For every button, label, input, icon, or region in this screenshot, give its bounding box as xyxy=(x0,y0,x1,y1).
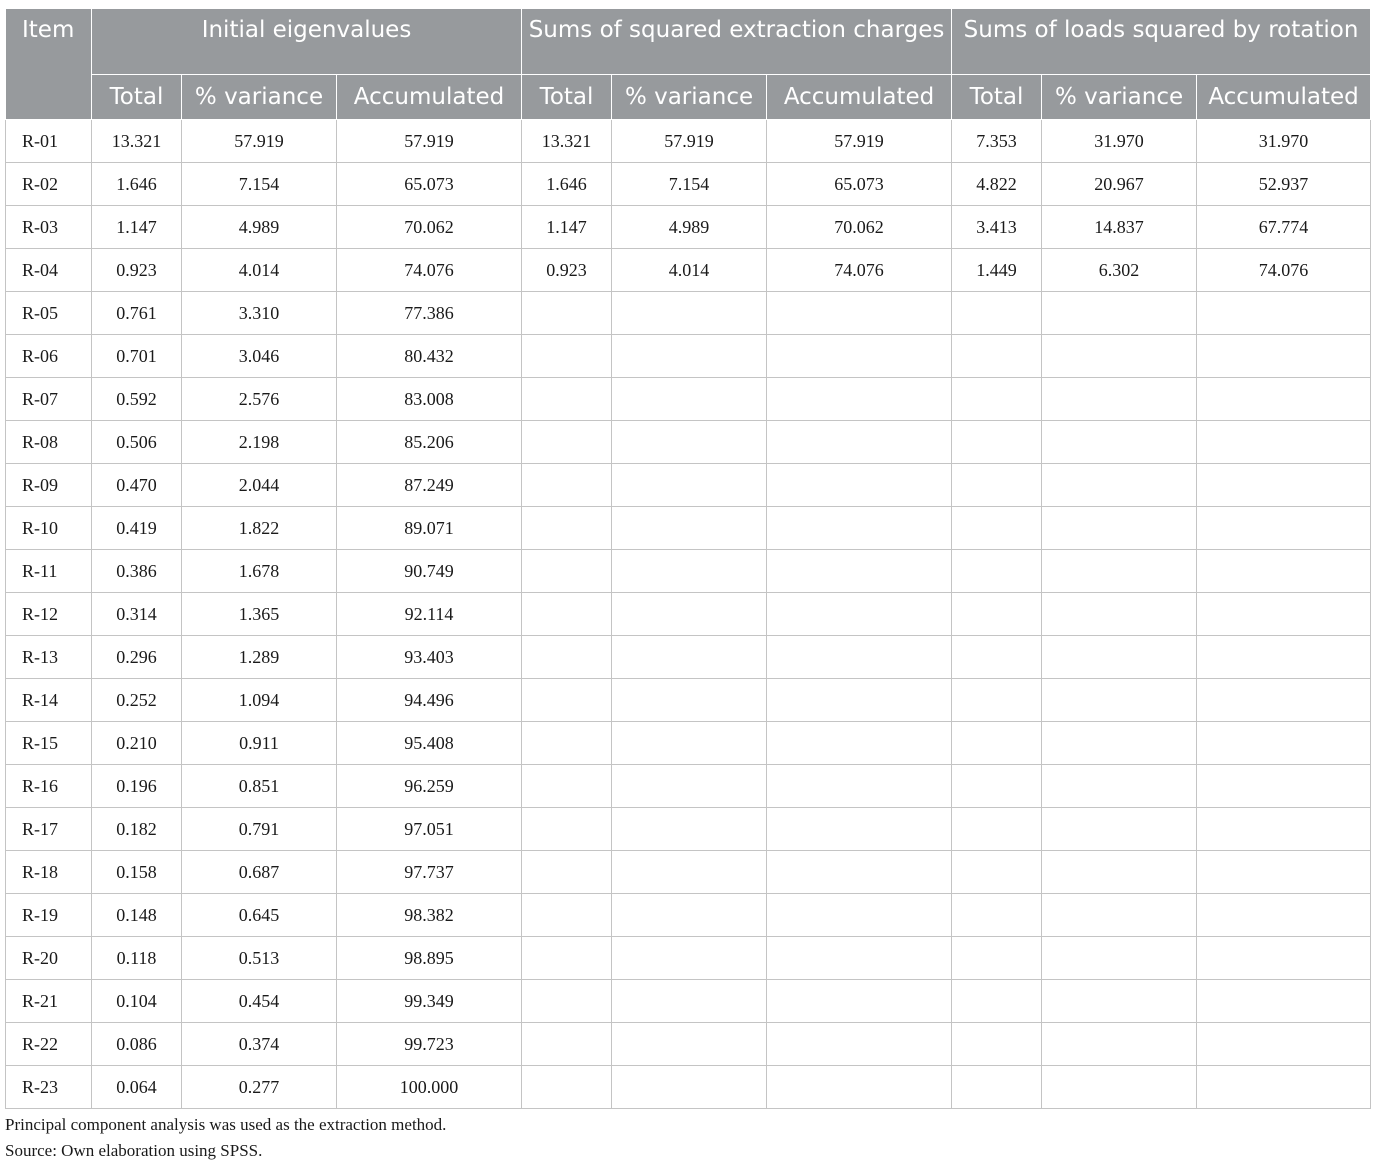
item-cell: R-07 xyxy=(6,378,92,421)
table-row xyxy=(6,249,1371,292)
value-cell xyxy=(1042,378,1197,421)
item-cell: R-10 xyxy=(6,507,92,550)
item-cell: R-06 xyxy=(6,335,92,378)
value-cell xyxy=(522,507,612,550)
value-cell: 1.822 xyxy=(182,507,337,550)
value-cell: 14.837 xyxy=(1042,206,1197,249)
value-cell: 0.761 xyxy=(92,292,182,335)
value-cell xyxy=(522,464,612,507)
value-cell xyxy=(612,765,767,808)
item-cell: R-22 xyxy=(6,1023,92,1066)
value-cell xyxy=(767,593,952,636)
value-cell: 77.386 xyxy=(337,292,522,335)
table-row xyxy=(6,808,1371,851)
value-cell xyxy=(1197,335,1371,378)
value-cell: 4.014 xyxy=(182,249,337,292)
value-cell: 93.403 xyxy=(337,636,522,679)
value-cell xyxy=(522,894,612,937)
value-cell xyxy=(952,378,1042,421)
value-cell xyxy=(767,378,952,421)
value-cell: 83.008 xyxy=(337,378,522,421)
value-cell: 0.104 xyxy=(92,980,182,1023)
value-cell: 0.419 xyxy=(92,507,182,550)
value-cell xyxy=(952,550,1042,593)
value-cell: 1.289 xyxy=(182,636,337,679)
value-cell: 85.206 xyxy=(337,421,522,464)
table-row xyxy=(6,421,1371,464)
item-cell: R-11 xyxy=(6,550,92,593)
value-cell: 98.895 xyxy=(337,937,522,980)
value-cell xyxy=(522,292,612,335)
value-cell xyxy=(952,593,1042,636)
value-cell: 31.970 xyxy=(1042,120,1197,163)
value-cell: 3.413 xyxy=(952,206,1042,249)
value-cell xyxy=(1197,894,1371,937)
value-cell: 1.449 xyxy=(952,249,1042,292)
value-cell: 2.198 xyxy=(182,421,337,464)
value-cell xyxy=(1197,593,1371,636)
value-cell xyxy=(1042,722,1197,765)
value-cell: 0.513 xyxy=(182,937,337,980)
subheader-variance: % variance xyxy=(182,75,337,120)
value-cell xyxy=(952,464,1042,507)
value-cell: 99.723 xyxy=(337,1023,522,1066)
value-cell xyxy=(1042,1066,1197,1109)
subheader-variance: % variance xyxy=(1042,75,1197,120)
value-cell: 94.496 xyxy=(337,679,522,722)
value-cell: 57.919 xyxy=(612,120,767,163)
value-cell: 0.118 xyxy=(92,937,182,980)
item-cell: R-09 xyxy=(6,464,92,507)
value-cell: 0.314 xyxy=(92,593,182,636)
footnote-source: Source: Own elaboration using SPSS. xyxy=(5,1141,263,1160)
value-cell xyxy=(952,421,1042,464)
value-cell: 13.321 xyxy=(522,120,612,163)
value-cell: 0.148 xyxy=(92,894,182,937)
value-cell xyxy=(522,851,612,894)
group-header-rotation: Sums of loads squared by rotation xyxy=(952,9,1371,75)
value-cell: 70.062 xyxy=(337,206,522,249)
value-cell xyxy=(767,636,952,679)
value-cell xyxy=(522,980,612,1023)
value-cell xyxy=(1197,851,1371,894)
value-cell xyxy=(952,765,1042,808)
value-cell xyxy=(612,679,767,722)
value-cell: 0.923 xyxy=(522,249,612,292)
value-cell xyxy=(767,550,952,593)
value-cell xyxy=(1197,808,1371,851)
item-cell: R-12 xyxy=(6,593,92,636)
value-cell xyxy=(767,851,952,894)
value-cell: 7.154 xyxy=(182,163,337,206)
footnote-method: Principal component analysis was used as the extraction method. xyxy=(5,1115,447,1134)
value-cell: 80.432 xyxy=(337,335,522,378)
table-row xyxy=(6,550,1371,593)
value-cell: 100.000 xyxy=(337,1066,522,1109)
value-cell xyxy=(612,636,767,679)
table-row xyxy=(6,163,1371,206)
value-cell xyxy=(767,980,952,1023)
value-cell: 0.506 xyxy=(92,421,182,464)
table-body xyxy=(6,120,1371,1109)
value-cell: 87.249 xyxy=(337,464,522,507)
value-cell xyxy=(952,808,1042,851)
subheader-total: Total xyxy=(92,75,182,120)
value-cell: 99.349 xyxy=(337,980,522,1023)
value-cell: 1.094 xyxy=(182,679,337,722)
value-cell: 0.923 xyxy=(92,249,182,292)
value-cell xyxy=(612,1023,767,1066)
value-cell xyxy=(767,1023,952,1066)
value-cell: 98.382 xyxy=(337,894,522,937)
value-cell: 2.576 xyxy=(182,378,337,421)
value-cell: 0.701 xyxy=(92,335,182,378)
value-cell xyxy=(522,593,612,636)
value-cell xyxy=(952,894,1042,937)
value-cell xyxy=(767,292,952,335)
value-cell xyxy=(522,679,612,722)
table-row xyxy=(6,292,1371,335)
value-cell xyxy=(612,1066,767,1109)
value-cell xyxy=(612,722,767,765)
value-cell xyxy=(1197,550,1371,593)
value-cell: 92.114 xyxy=(337,593,522,636)
value-cell xyxy=(522,722,612,765)
value-cell: 0.791 xyxy=(182,808,337,851)
value-cell xyxy=(522,937,612,980)
value-cell xyxy=(1197,765,1371,808)
value-cell: 4.014 xyxy=(612,249,767,292)
value-cell: 57.919 xyxy=(767,120,952,163)
value-cell xyxy=(1042,335,1197,378)
item-cell: R-18 xyxy=(6,851,92,894)
value-cell xyxy=(1197,980,1371,1023)
value-cell xyxy=(1197,636,1371,679)
value-cell: 13.321 xyxy=(92,120,182,163)
value-cell xyxy=(1042,765,1197,808)
value-cell xyxy=(1197,507,1371,550)
value-cell: 4.822 xyxy=(952,163,1042,206)
value-cell: 95.408 xyxy=(337,722,522,765)
subheader-total: Total xyxy=(952,75,1042,120)
value-cell xyxy=(767,335,952,378)
value-cell xyxy=(952,1066,1042,1109)
item-cell: R-02 xyxy=(6,163,92,206)
value-cell: 0.386 xyxy=(92,550,182,593)
value-cell: 52.937 xyxy=(1197,163,1371,206)
value-cell: 97.051 xyxy=(337,808,522,851)
table-row xyxy=(6,593,1371,636)
value-cell: 74.076 xyxy=(767,249,952,292)
table-row xyxy=(6,636,1371,679)
value-cell xyxy=(952,507,1042,550)
value-cell xyxy=(612,335,767,378)
value-cell xyxy=(522,335,612,378)
value-cell xyxy=(767,1066,952,1109)
value-cell xyxy=(522,808,612,851)
value-cell: 57.919 xyxy=(337,120,522,163)
value-cell xyxy=(952,335,1042,378)
value-cell xyxy=(1197,421,1371,464)
value-cell: 20.967 xyxy=(1042,163,1197,206)
value-cell xyxy=(1042,894,1197,937)
value-cell xyxy=(767,894,952,937)
value-cell xyxy=(612,550,767,593)
value-cell xyxy=(767,507,952,550)
value-cell xyxy=(767,765,952,808)
value-cell: 0.374 xyxy=(182,1023,337,1066)
value-cell: 0.277 xyxy=(182,1066,337,1109)
value-cell xyxy=(1042,937,1197,980)
value-cell xyxy=(1197,722,1371,765)
value-cell xyxy=(1197,679,1371,722)
value-cell: 0.158 xyxy=(92,851,182,894)
value-cell xyxy=(612,507,767,550)
value-cell xyxy=(767,937,952,980)
variance-table xyxy=(5,8,1371,1109)
value-cell: 0.911 xyxy=(182,722,337,765)
value-cell: 4.989 xyxy=(182,206,337,249)
value-cell xyxy=(612,421,767,464)
value-cell: 0.851 xyxy=(182,765,337,808)
table-row xyxy=(6,679,1371,722)
value-cell xyxy=(522,378,612,421)
value-cell xyxy=(522,421,612,464)
value-cell: 0.196 xyxy=(92,765,182,808)
value-cell xyxy=(1197,1066,1371,1109)
table-row xyxy=(6,722,1371,765)
item-header: Item xyxy=(6,9,92,120)
item-cell: R-01 xyxy=(6,120,92,163)
table-row xyxy=(6,378,1371,421)
value-cell: 3.046 xyxy=(182,335,337,378)
group-header-initial: Initial eigenvalues xyxy=(92,9,522,75)
value-cell xyxy=(952,292,1042,335)
value-cell xyxy=(522,1023,612,1066)
value-cell xyxy=(767,722,952,765)
value-cell: 0.454 xyxy=(182,980,337,1023)
value-cell: 31.970 xyxy=(1197,120,1371,163)
value-cell xyxy=(952,980,1042,1023)
value-cell xyxy=(1197,292,1371,335)
value-cell: 0.210 xyxy=(92,722,182,765)
table-row xyxy=(6,206,1371,249)
table-row xyxy=(6,980,1371,1023)
value-cell: 0.645 xyxy=(182,894,337,937)
item-cell: R-05 xyxy=(6,292,92,335)
value-cell: 74.076 xyxy=(337,249,522,292)
table-row xyxy=(6,937,1371,980)
value-cell: 67.774 xyxy=(1197,206,1371,249)
value-cell xyxy=(612,464,767,507)
value-cell: 3.310 xyxy=(182,292,337,335)
table-row xyxy=(6,120,1371,163)
subheader-accumulated: Accumulated xyxy=(767,75,952,120)
subheader-total: Total xyxy=(522,75,612,120)
value-cell xyxy=(1042,1023,1197,1066)
value-cell: 1.646 xyxy=(92,163,182,206)
value-cell xyxy=(1042,464,1197,507)
value-cell: 70.062 xyxy=(767,206,952,249)
item-cell: R-16 xyxy=(6,765,92,808)
item-cell: R-14 xyxy=(6,679,92,722)
value-cell: 1.147 xyxy=(92,206,182,249)
value-cell: 65.073 xyxy=(337,163,522,206)
table-row xyxy=(6,851,1371,894)
value-cell xyxy=(1042,636,1197,679)
value-cell xyxy=(612,378,767,421)
item-cell: R-04 xyxy=(6,249,92,292)
value-cell xyxy=(952,722,1042,765)
value-cell xyxy=(1042,851,1197,894)
value-cell: 0.470 xyxy=(92,464,182,507)
value-cell xyxy=(952,636,1042,679)
value-cell xyxy=(612,292,767,335)
value-cell xyxy=(522,765,612,808)
value-cell xyxy=(1197,1023,1371,1066)
group-header-extraction: Sums of squared extraction charges xyxy=(522,9,952,75)
value-cell: 1.365 xyxy=(182,593,337,636)
value-cell: 89.071 xyxy=(337,507,522,550)
value-cell xyxy=(767,808,952,851)
value-cell xyxy=(767,464,952,507)
value-cell: 0.086 xyxy=(92,1023,182,1066)
value-cell: 57.919 xyxy=(182,120,337,163)
table-row xyxy=(6,1066,1371,1109)
value-cell xyxy=(612,894,767,937)
value-cell xyxy=(1042,550,1197,593)
value-cell xyxy=(952,679,1042,722)
value-cell: 0.687 xyxy=(182,851,337,894)
value-cell: 0.296 xyxy=(92,636,182,679)
value-cell xyxy=(612,980,767,1023)
value-cell: 4.989 xyxy=(612,206,767,249)
table-row xyxy=(6,765,1371,808)
item-cell: R-19 xyxy=(6,894,92,937)
value-cell: 2.044 xyxy=(182,464,337,507)
value-cell xyxy=(952,1023,1042,1066)
value-cell: 0.592 xyxy=(92,378,182,421)
value-cell: 0.064 xyxy=(92,1066,182,1109)
value-cell: 7.353 xyxy=(952,120,1042,163)
value-cell xyxy=(612,937,767,980)
subheader-variance: % variance xyxy=(612,75,767,120)
value-cell xyxy=(612,593,767,636)
value-cell xyxy=(1042,292,1197,335)
item-cell: R-20 xyxy=(6,937,92,980)
value-cell xyxy=(952,851,1042,894)
value-cell: 97.737 xyxy=(337,851,522,894)
value-cell xyxy=(522,550,612,593)
value-cell xyxy=(1042,593,1197,636)
value-cell xyxy=(1197,464,1371,507)
table-row xyxy=(6,335,1371,378)
item-cell: R-21 xyxy=(6,980,92,1023)
subheader-accumulated: Accumulated xyxy=(337,75,522,120)
value-cell: 0.252 xyxy=(92,679,182,722)
value-cell xyxy=(952,937,1042,980)
value-cell xyxy=(522,1066,612,1109)
value-cell xyxy=(1042,808,1197,851)
value-cell: 1.646 xyxy=(522,163,612,206)
table-row xyxy=(6,1023,1371,1066)
subheader-accumulated: Accumulated xyxy=(1197,75,1371,120)
item-cell: R-23 xyxy=(6,1066,92,1109)
value-cell: 74.076 xyxy=(1197,249,1371,292)
table-row xyxy=(6,894,1371,937)
value-cell xyxy=(522,636,612,679)
value-cell: 1.147 xyxy=(522,206,612,249)
value-cell: 6.302 xyxy=(1042,249,1197,292)
value-cell xyxy=(767,679,952,722)
value-cell: 96.259 xyxy=(337,765,522,808)
value-cell: 65.073 xyxy=(767,163,952,206)
table-row xyxy=(6,464,1371,507)
value-cell xyxy=(612,851,767,894)
item-cell: R-03 xyxy=(6,206,92,249)
item-cell: R-08 xyxy=(6,421,92,464)
value-cell xyxy=(1197,378,1371,421)
value-cell: 90.749 xyxy=(337,550,522,593)
value-cell xyxy=(1197,937,1371,980)
value-cell xyxy=(1042,421,1197,464)
value-cell xyxy=(767,421,952,464)
item-cell: R-15 xyxy=(6,722,92,765)
value-cell xyxy=(1042,679,1197,722)
value-cell: 7.154 xyxy=(612,163,767,206)
value-cell: 0.182 xyxy=(92,808,182,851)
value-cell xyxy=(1042,980,1197,1023)
table-row xyxy=(6,507,1371,550)
value-cell xyxy=(612,808,767,851)
item-cell: R-13 xyxy=(6,636,92,679)
value-cell: 1.678 xyxy=(182,550,337,593)
value-cell xyxy=(1042,507,1197,550)
item-cell: R-17 xyxy=(6,808,92,851)
